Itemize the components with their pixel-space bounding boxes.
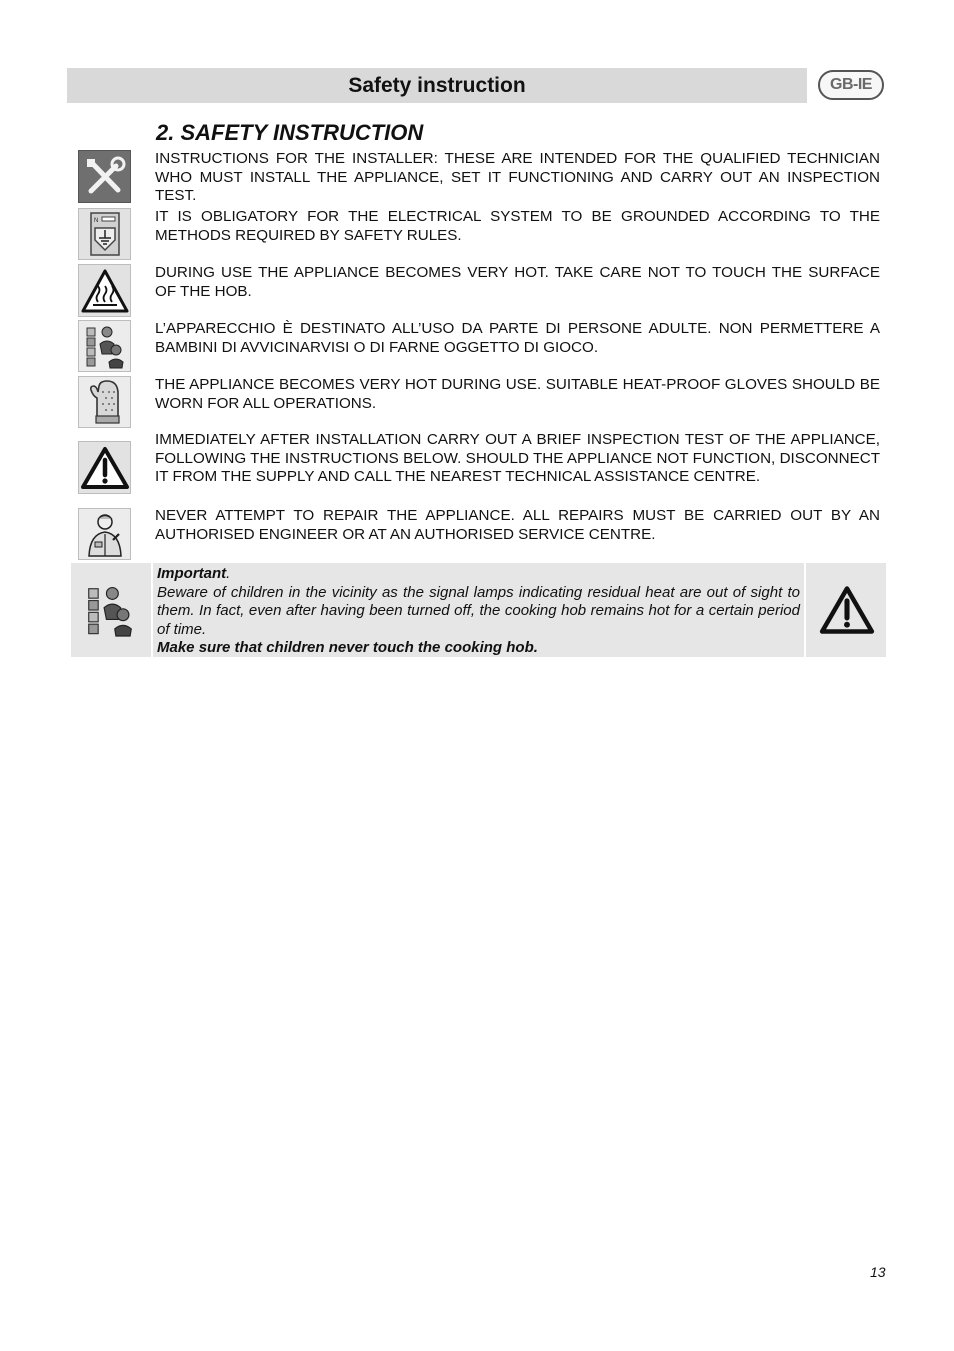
instruction-text-1: INSTRUCTIONS FOR THE INSTALLER: THESE ARE INTENDED FOR THE QUALIFIED TECHNICIAN WHO MUST INSTALL THE APPLIANCE, SET IT FUNCTIONING AND CARRY OUT AN INSPECTION TEST.	[155, 150, 880, 205]
instruction-text-3: DURING USE THE APPLIANCE BECOMES VERY HOT. TAKE CARE NOT TO TOUCH THE SURFACE OF THE HOB.	[155, 264, 880, 300]
hot-surface-icon	[78, 264, 131, 317]
important-body: Beware of children in the vicinity as the signal lamps indicating residual heat are out of sight to them. In fact, even after having been turned off, the cooking hob remains hot for a certain period of time.	[157, 583, 800, 638]
page-title: Safety instruction	[348, 74, 526, 97]
instruction-text-7: NEVER ATTEMPT TO REPAIR THE APPLIANCE. ALL REPAIRS MUST BE CARRIED OUT BY AN AUTHORISED ENGINEER OR AT AN AUTHORISED SERVICE CENTRE.	[155, 507, 880, 543]
important-warning-icon	[808, 563, 886, 657]
header-bar	[67, 68, 807, 103]
children-icon	[78, 320, 131, 372]
technician-icon	[78, 508, 131, 560]
instruction-text-5: THE APPLIANCE BECOMES VERY HOT DURING USE. SUITABLE HEAT-PROOF GLOVES SHOULD BE WORN FOR ALL OPERATIONS.	[155, 376, 880, 412]
important-heading: Important	[157, 565, 227, 582]
language-badge-label: GB-IE	[830, 76, 872, 93]
section-title: 2. SAFETY INSTRUCTION	[156, 120, 424, 145]
warning-icon	[78, 441, 131, 494]
instruction-text-4: L’APPARECCHIO È DESTINATO ALL’USO DA PARTE DI PERSONE ADULTE. NON PERMETTERE A BAMBINI DI AVVICINARVISI O DI FARNE OGGETTO DI GIOCO.	[155, 320, 880, 356]
page-number: 13	[870, 1264, 886, 1280]
important-note: Important. Beware of children in the vicinity as the signal lamps indicating residual heat are out of sight to them. In fact, even after having been turned off, the cooking hob remains hot for a certain period of time. Make sure that children never touch the cooking hob.	[151, 563, 806, 657]
instruction-text-2: IT IS OBLIGATORY FOR THE ELECTRICAL SYSTEM TO BE GROUNDED ACCORDING TO THE METHODS REQUIRED BY SAFETY RULES.	[155, 208, 880, 244]
glove-icon	[78, 376, 131, 428]
tools-icon	[78, 150, 131, 203]
language-badge	[818, 70, 884, 100]
instruction-text-6: IMMEDIATELY AFTER INSTALLATION CARRY OUT A BRIEF INSPECTION TEST OF THE APPLIANCE, FOLLOWING THE INSTRUCTIONS BELOW. SHOULD THE APPLIANCE NOT FUNCTION, DISCONNECT IT FROM THE SUPPLY AND CALL THE NEAREST TECHNICAL ASSISTANCE CENTRE.	[155, 431, 880, 486]
svg-text:N: N	[93, 218, 98, 224]
important-emphasis: Make sure that children never touch the cooking hob.	[157, 639, 538, 657]
ground-icon	[78, 208, 131, 260]
important-children-icon	[71, 563, 149, 657]
important-panel	[71, 563, 886, 657]
